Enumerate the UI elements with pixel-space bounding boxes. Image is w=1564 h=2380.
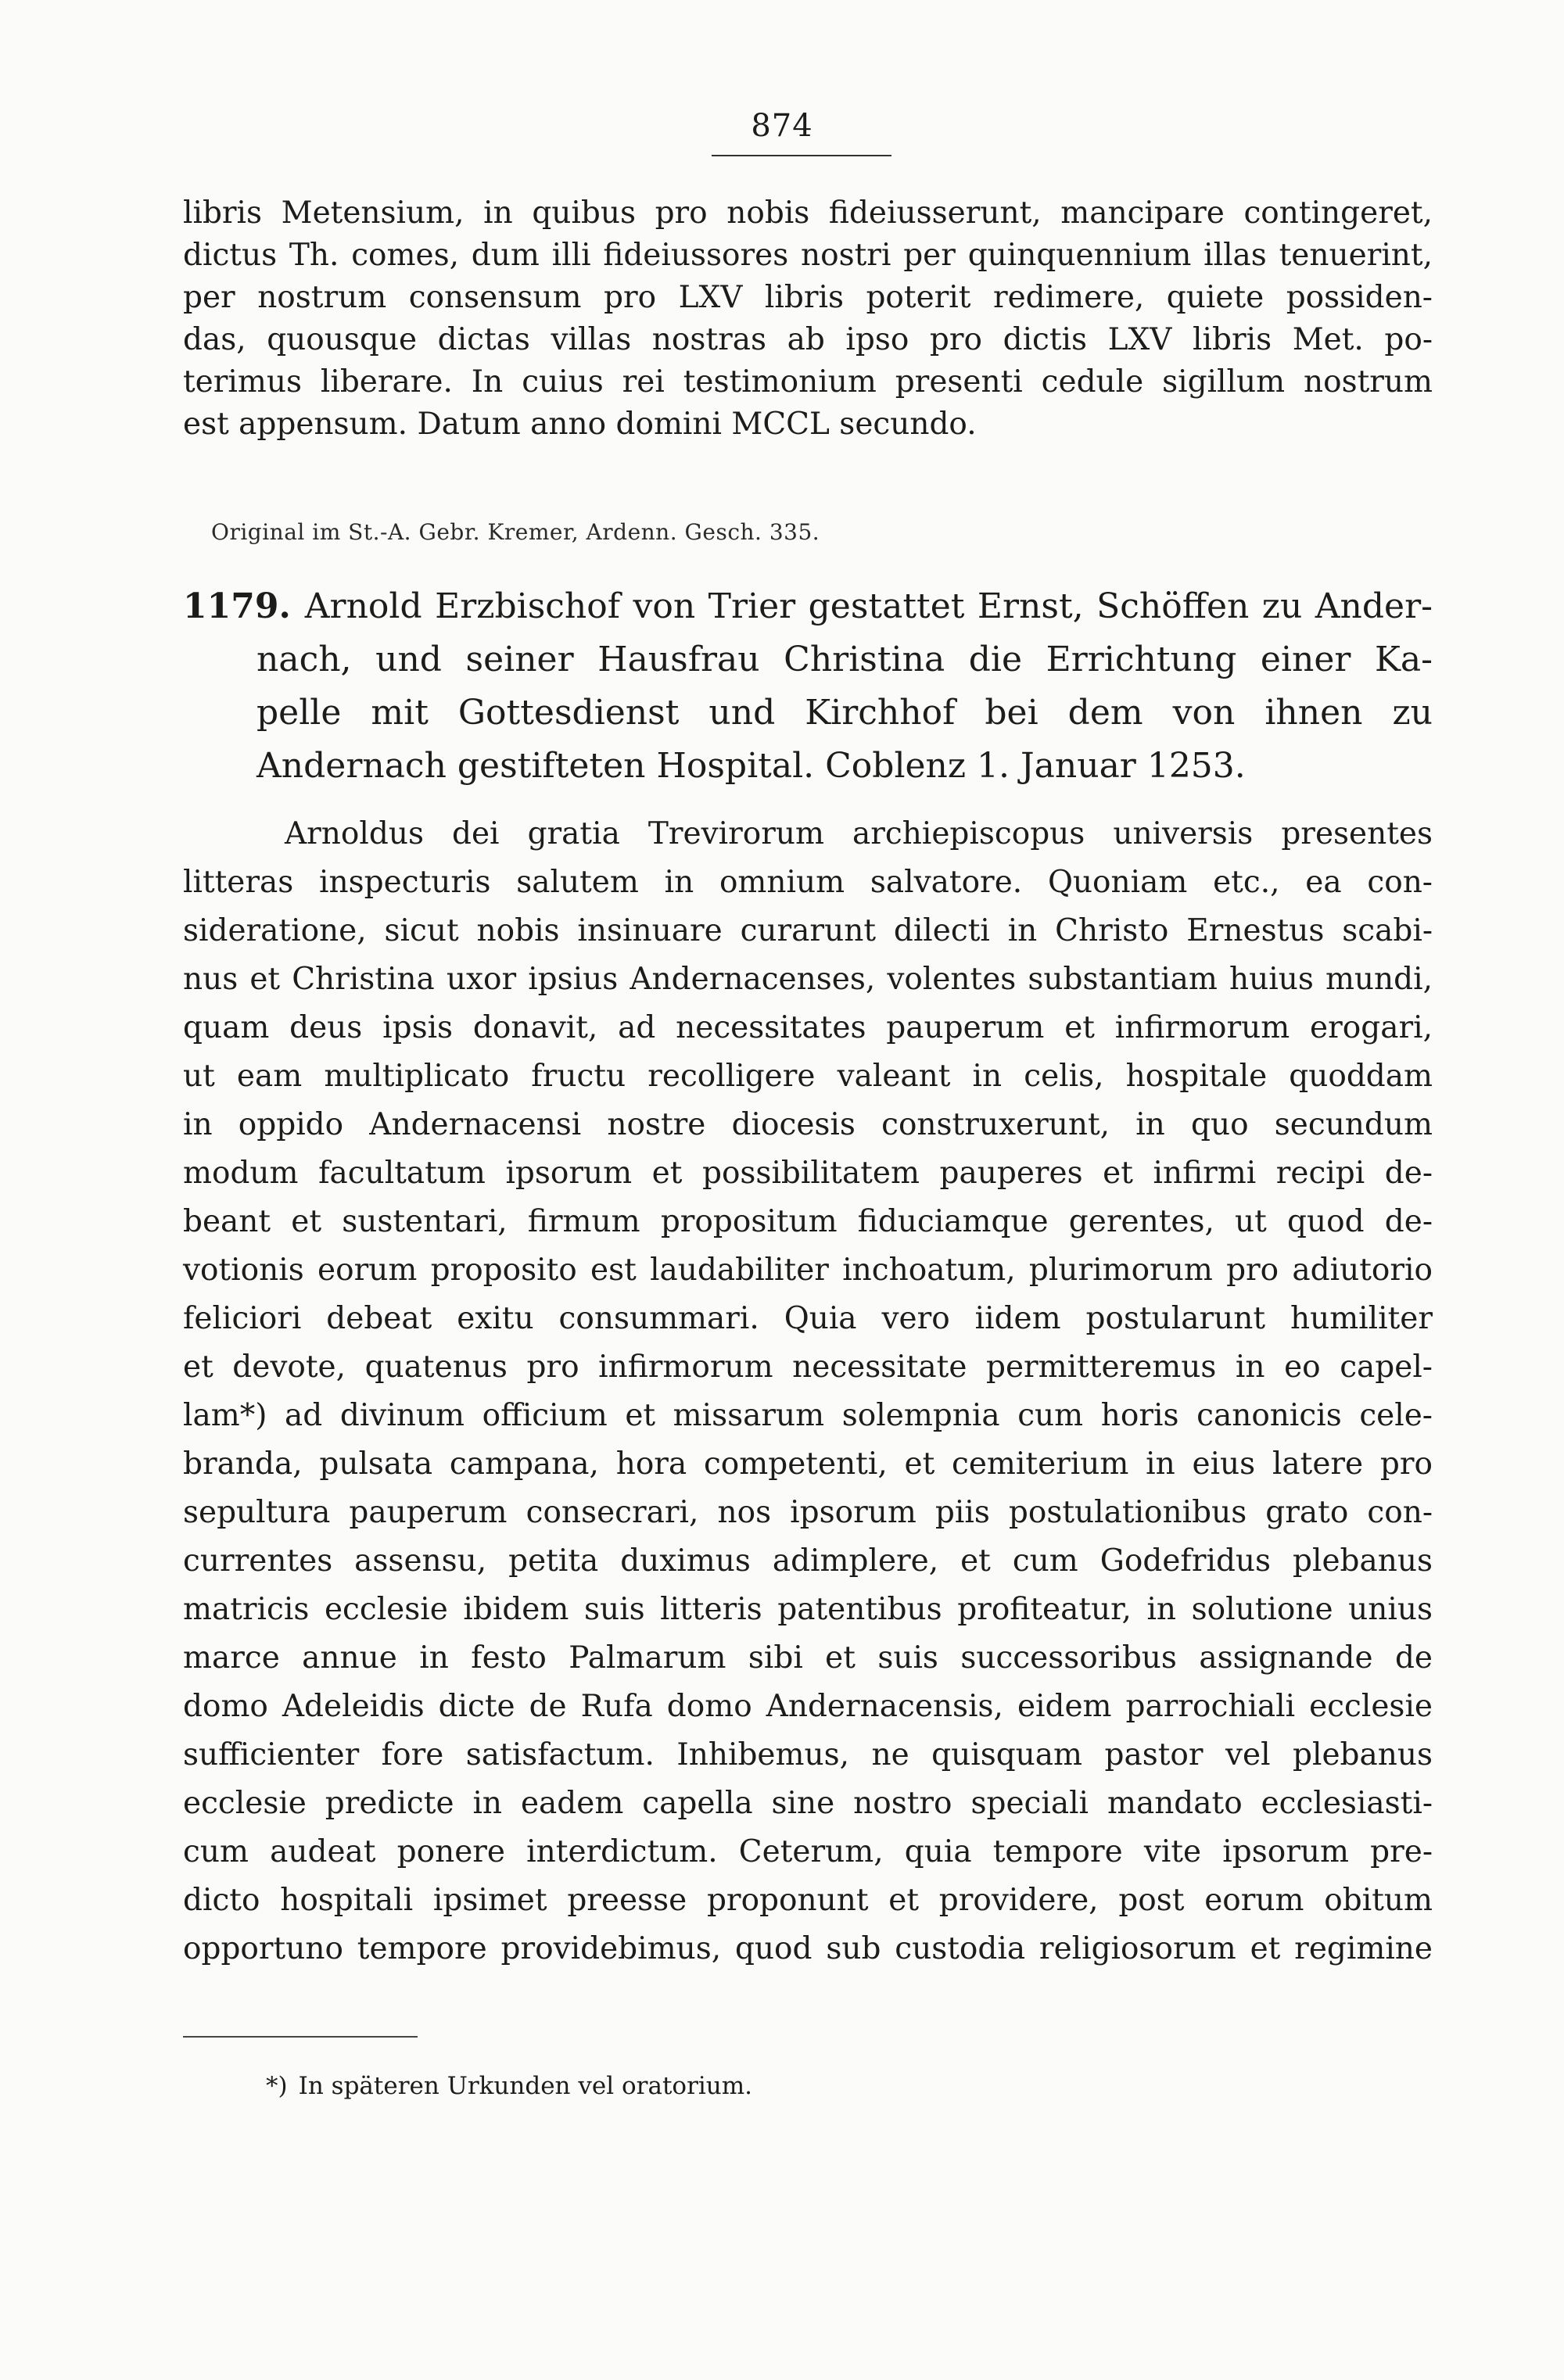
footnote-text: In späteren Urkunden vel oratorium. — [298, 2072, 753, 2100]
text-line: ut eam multiplicato fructu recolligere valeant in celis, hospitale quoddam — [183, 1059, 1433, 1094]
document-number: 1179. — [183, 586, 291, 626]
text-line: est appensum. Datum anno domini MCCL secundo. — [183, 407, 977, 442]
text-line: branda, pulsata campana, hora competenti, et cemiterium in eius latere pro — [183, 1446, 1433, 1482]
text-line: matricis ecclesie ibidem suis litteris patentibus profiteatur, in solutione unius — [183, 1592, 1433, 1627]
text-line: terimus liberare. In cuius rei testimonium presenti cedule sigillum nostrum — [183, 364, 1433, 400]
text-line: in oppido Andernacensi nostre diocesis construxerunt, in quo secundum — [183, 1107, 1433, 1142]
text-line: et devote, quatenus pro infirmorum necessitate permitteremus in eo capel- — [183, 1350, 1433, 1385]
page-number: 874 — [751, 108, 813, 144]
text-line: per nostrum consensum pro LXV libris poterit redimere, quiete possiden- — [183, 280, 1433, 315]
footnote-mark: *) — [266, 2072, 288, 2100]
text-line: domo Adeleidis dicte de Rufa domo Andernacensis, eidem parrochiali ecclesie — [183, 1689, 1433, 1724]
text-line: marce annue in festo Palmarum sibi et suis successoribus assignande de — [183, 1640, 1433, 1676]
footnote-rule — [183, 2036, 418, 2038]
text-line: beant et sustentari, firmum propositum fiduciamque gerentes, ut quod de- — [183, 1204, 1433, 1239]
text-line: das, quousque dictas villas nostras ab ipso pro dictis LXV libris Met. po- — [183, 322, 1433, 357]
text-line: ecclesie predicte in eadem capella sine nostro speciali mandato ecclesiasti- — [183, 1786, 1433, 1821]
text-line: dictus Th. comes, dum illi fideiussores nostri per quinquennium illas tenuerint, — [183, 238, 1433, 273]
document-heading-line: nach, und seiner Hausfrau Christina die Errichtung einer Ka- — [256, 640, 1433, 679]
footnote — [266, 2072, 752, 2100]
text-line: nus et Christina uxor ipsius Andernacenses, volentes substantiam huius mundi, — [183, 962, 1433, 997]
text-line: sufficienter fore satisfactum. Inhibemus, ne quisquam pastor vel plebanus — [183, 1737, 1433, 1772]
text-line: cum audeat ponere interdictum. Ceterum, quia tempore vite ipsorum pre- — [183, 1834, 1433, 1869]
text-line: dicto hospitali ipsimet preesse proponunt et providere, post eorum obitum — [183, 1883, 1433, 1918]
document-heading-line — [183, 585, 1433, 629]
document-heading-line: Andernach gestifteten Hospital. Coblenz 1. Januar 1253. — [256, 746, 1246, 786]
text-line: lam*) ad divinum officium et missarum solempnia cum horis canonicis cele- — [183, 1398, 1433, 1433]
text-line: sepultura pauperum consecrari, nos ipsorum piis postulationibus grato con- — [183, 1495, 1433, 1530]
header-rule — [712, 155, 891, 156]
text-line: Arnoldus dei gratia Trevirorum archiepiscopus universis presentes — [285, 816, 1433, 851]
text-line: feliciori debeat exitu consummari. Quia vero iidem postularunt humiliter — [183, 1301, 1433, 1336]
text-line: libris Metensium, in quibus pro nobis fideiusserunt, mancipare contingeret, — [183, 195, 1433, 231]
document-heading-line: pelle mit Gottesdienst und Kirchhof bei dem von ihnen zu — [256, 693, 1433, 733]
text-line: quam deus ipsis donavit, ad necessitates pauperum et infirmorum erogari, — [183, 1010, 1433, 1045]
text-line: votionis eorum proposito est laudabiliter inchoatum, plurimorum pro adiutorio — [183, 1253, 1433, 1288]
heading-text: Arnold Erzbischof von Trier gestattet Ernst, Schöffen zu Ander- — [304, 586, 1433, 626]
text-line: sideratione, sicut nobis insinuare curarunt dilecti in Christo Ernestus scabi- — [183, 913, 1433, 948]
text-line: modum facultatum ipsorum et possibilitatem pauperes et infirmi recipi de- — [183, 1156, 1433, 1191]
text-line: opportuno tempore providebimus, quod sub custodia religiosorum et regimine — [183, 1931, 1433, 1966]
text-line: litteras inspecturis salutem in omnium salvatore. Quoniam etc., ea con- — [183, 865, 1433, 900]
source-note: Original im St.-A. Gebr. Kremer, Ardenn. Gesch. 335. — [211, 519, 820, 545]
text-line: currentes assensu, petita duximus adimplere, et cum Godefridus plebanus — [183, 1543, 1433, 1579]
